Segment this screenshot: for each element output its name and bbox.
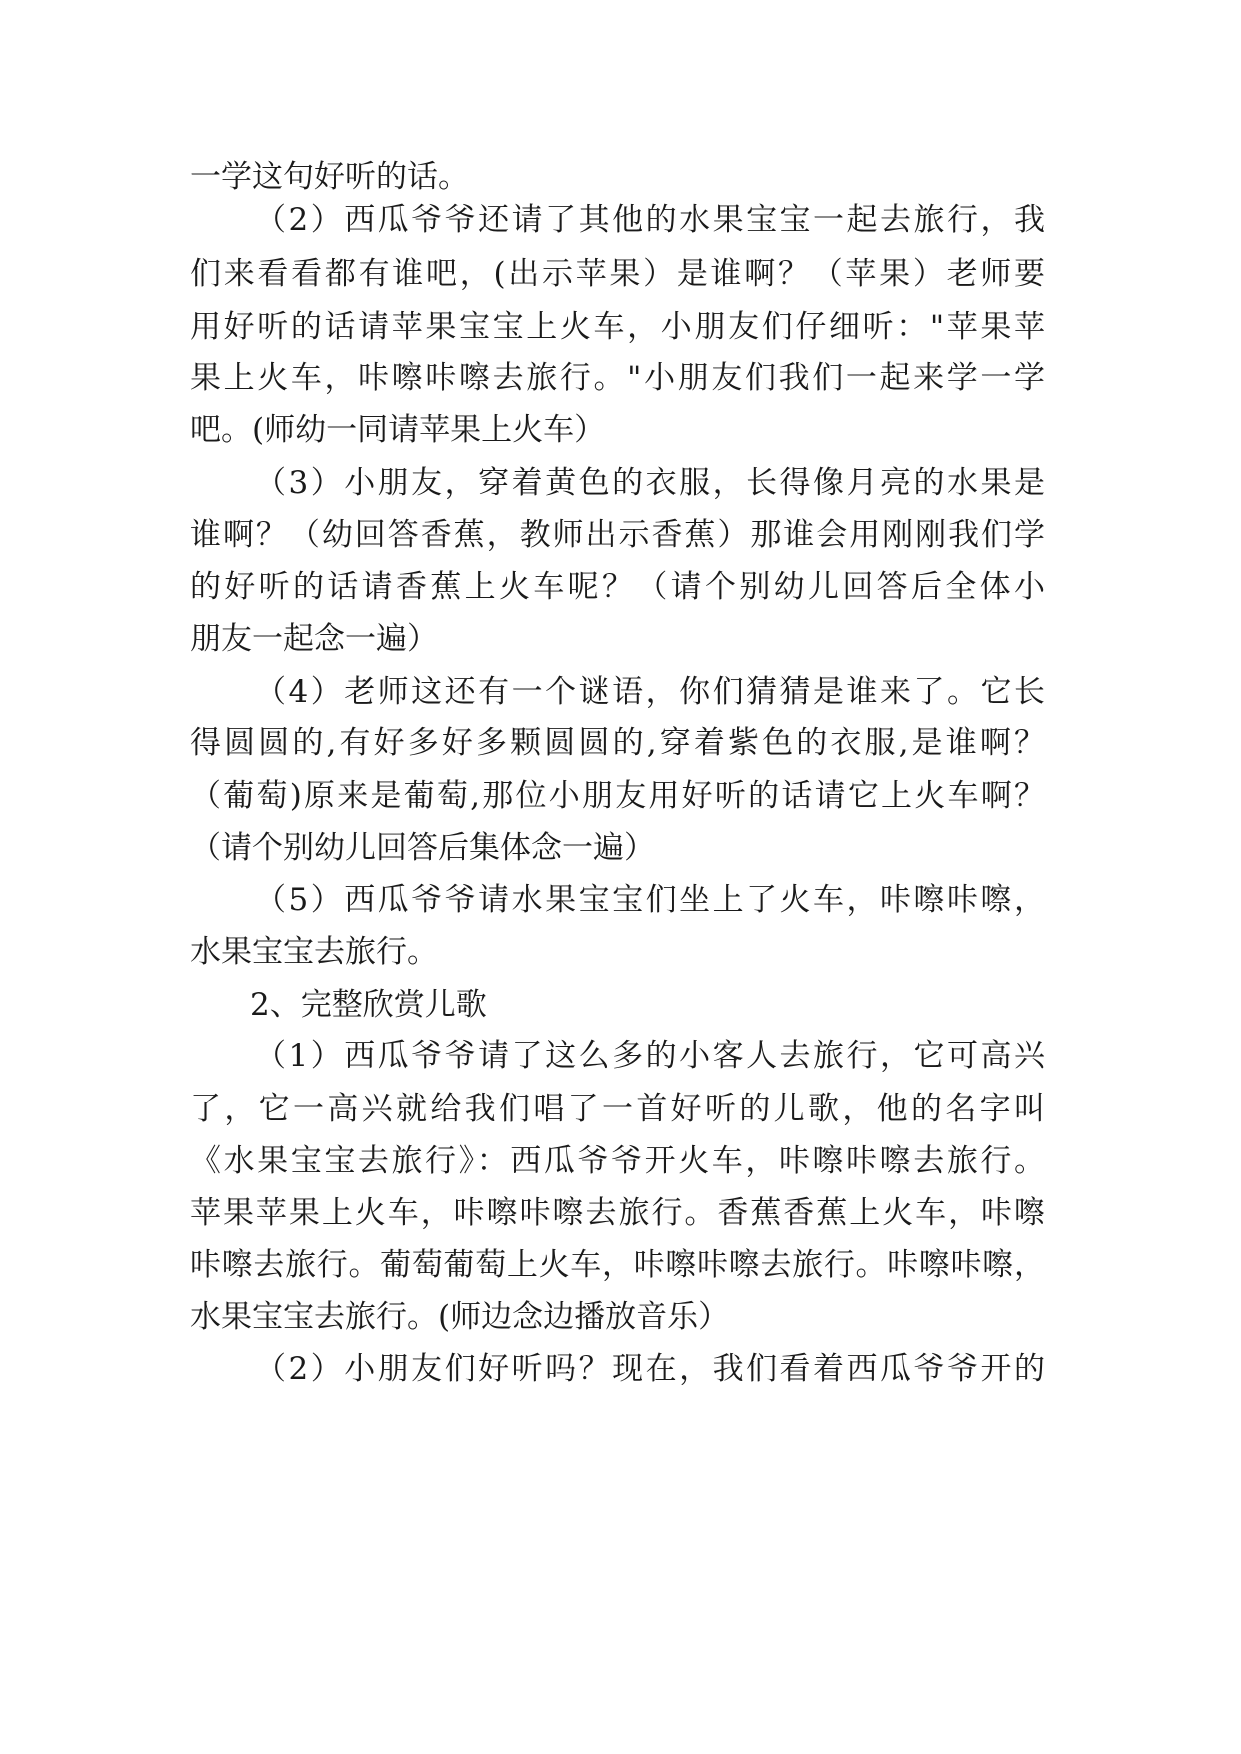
paragraph-line: 们来看看都有谁吧，(出示苹果）是谁啊？（苹果）老师要	[190, 256, 1045, 292]
paragraph-line: 了，它一高兴就给我们唱了一首好听的儿歌，他的名字叫	[190, 1091, 1045, 1127]
paragraph-line: （葡萄)原来是葡萄,那位小朋友用好听的话请它上火车啊？	[190, 778, 1045, 814]
section-heading: 2、完整欣赏儿歌	[250, 987, 487, 1023]
paragraph-line: （3）小朋友，穿着黄色的衣服，长得像月亮的水果是	[255, 465, 1045, 501]
paragraph-line: 用好听的话请苹果宝宝上火车，小朋友们仔细听："苹果苹	[190, 309, 1045, 345]
paragraph-line: 咔嚓去旅行。葡萄葡萄上火车，咔嚓咔嚓去旅行。咔嚓咔嚓，	[190, 1247, 1045, 1283]
paragraph-line: 《水果宝宝去旅行》：西瓜爷爷开火车，咔嚓咔嚓去旅行。	[190, 1143, 1045, 1179]
text-line: 一学这句好听的话。	[190, 159, 469, 195]
paragraph-line: 水果宝宝去旅行。(师边念边播放音乐）	[190, 1299, 730, 1335]
paragraph-line: （请个别幼儿回答后集体念一遍）	[190, 830, 655, 866]
paragraph-line: 谁啊？（幼回答香蕉，教师出示香蕉）那谁会用刚刚我们学	[190, 517, 1045, 553]
paragraph-line: （4）老师这还有一个谜语，你们猜猜是谁来了。它长	[255, 674, 1045, 710]
paragraph-line: 苹果苹果上火车，咔嚓咔嚓去旅行。香蕉香蕉上火车，咔嚓	[190, 1195, 1045, 1231]
paragraph-line: 果上火车，咔嚓咔嚓去旅行。"小朋友们我们一起来学一学	[190, 360, 1045, 396]
paragraph-line: （5）西瓜爷爷请水果宝宝们坐上了火车，咔嚓咔嚓，	[255, 882, 1045, 918]
paragraph-line: 吧。(师幼一同请苹果上火车）	[190, 412, 606, 448]
paragraph-line: 的好听的话请香蕉上火车呢？（请个别幼儿回答后全体小	[190, 569, 1045, 605]
paragraph-line: （2）小朋友们好听吗？现在，我们看着西瓜爷爷开的	[255, 1351, 1045, 1387]
paragraph-line: 得圆圆的,有好多好多颗圆圆的,穿着紫色的衣服,是谁啊？	[190, 725, 1045, 761]
paragraph-line: 水果宝宝去旅行。	[190, 934, 438, 970]
paragraph-line: （1）西瓜爷爷请了这么多的小客人去旅行，它可高兴	[255, 1038, 1045, 1074]
paragraph-line: （2）西瓜爷爷还请了其他的水果宝宝一起去旅行，我	[255, 202, 1045, 238]
paragraph-line: 朋友一起念一遍）	[190, 621, 438, 657]
